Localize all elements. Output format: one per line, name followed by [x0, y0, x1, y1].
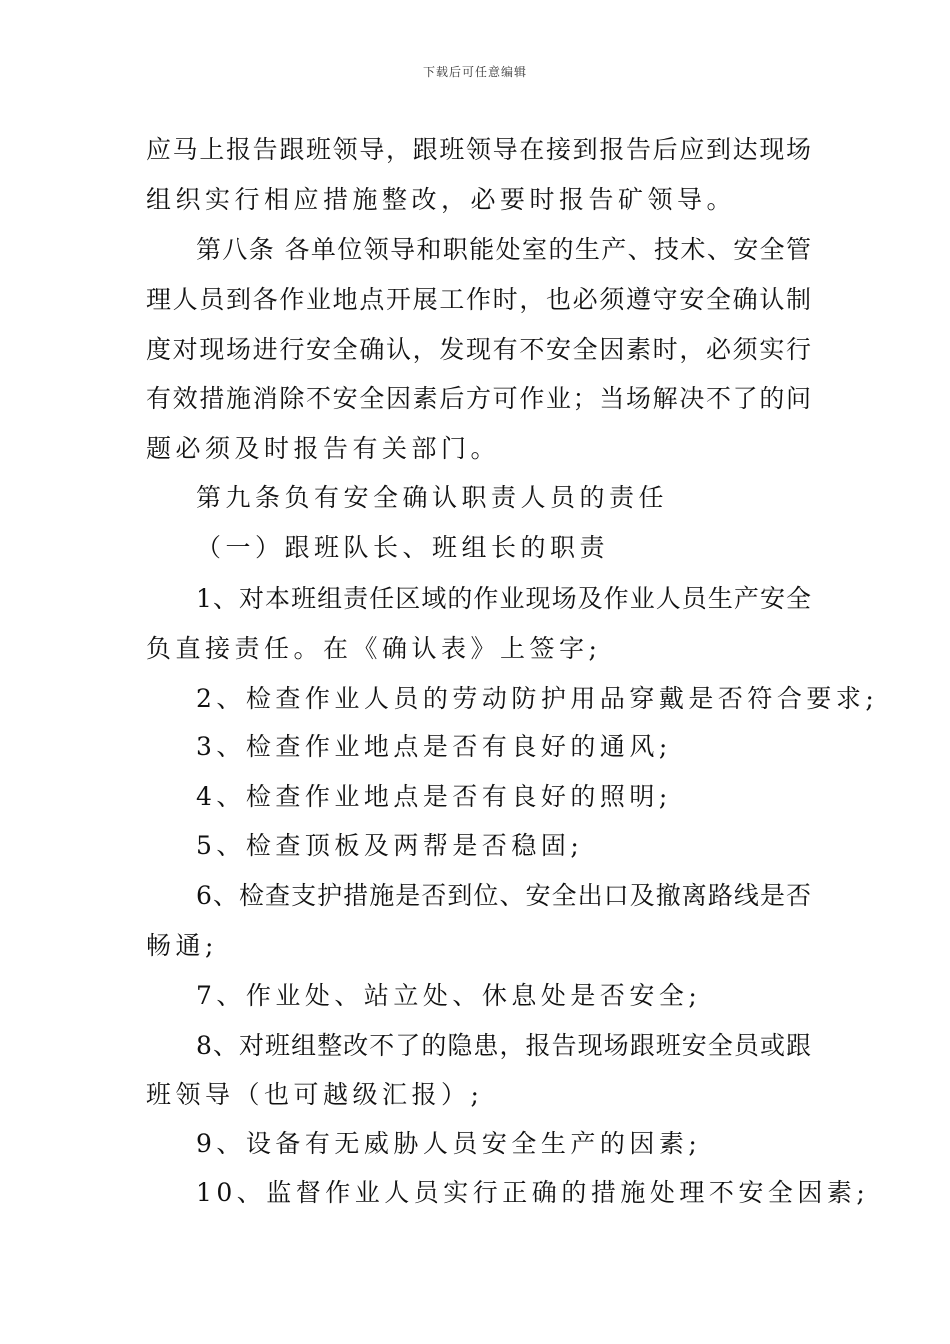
- list-item-continuation: 负直接责任。在《确认表》上签字;: [146, 634, 602, 663]
- list-item: 6、检查支护措施是否到位、安全出口及撤离路线是否: [196, 881, 811, 910]
- list-item: 10、监督作业人员实行正确的措施处理不安全因素;: [196, 1178, 870, 1207]
- text-line: 度对现场进行安全确认，发现有不安全因素时，必须实行: [146, 335, 811, 364]
- list-item: 5、检查顶板及两帮是否稳固;: [196, 831, 584, 860]
- text-line: 理人员到各作业地点开展工作时，也必须遵守安全确认制: [146, 285, 811, 314]
- list-item: 1、对本班组责任区域的作业现场及作业人员生产安全: [196, 584, 811, 613]
- list-item: 2、检查作业人员的劳动防护用品穿戴是否符合要求;: [196, 684, 879, 713]
- text-line: 组织实行相应措施整改，必要时报告矿领导。: [146, 185, 737, 214]
- list-item-continuation: 班领导（也可越级汇报）;: [146, 1080, 484, 1109]
- page-header: 下载后可任意编辑: [422, 65, 527, 79]
- list-item: 9、设备有无威胁人员安全生产的因素;: [196, 1129, 702, 1158]
- text-line: 第八条 各单位领导和职能处室的生产、技术、安全管: [196, 235, 811, 264]
- text-line: 应马上报告跟班领导，跟班领导在接到报告后应到达现场: [146, 135, 811, 164]
- list-item: 7、作业处、站立处、休息处是否安全;: [196, 981, 702, 1010]
- list-item: 3、检查作业地点是否有良好的通风;: [196, 732, 672, 761]
- section-heading: 第九条负有安全确认职责人员的责任: [196, 483, 669, 512]
- list-item: 8、对班组整改不了的隐患，报告现场跟班安全员或跟: [196, 1031, 811, 1060]
- text-line: 有效措施消除不安全因素后方可作业；当场解决不了的问: [146, 384, 811, 413]
- list-item-continuation: 畅通;: [146, 931, 218, 960]
- list-item: 4、检查作业地点是否有良好的照明;: [196, 782, 672, 811]
- text-line: 题必须及时报告有关部门。: [146, 434, 501, 463]
- subsection-heading: （一）跟班队长、班组长的职责: [196, 533, 610, 562]
